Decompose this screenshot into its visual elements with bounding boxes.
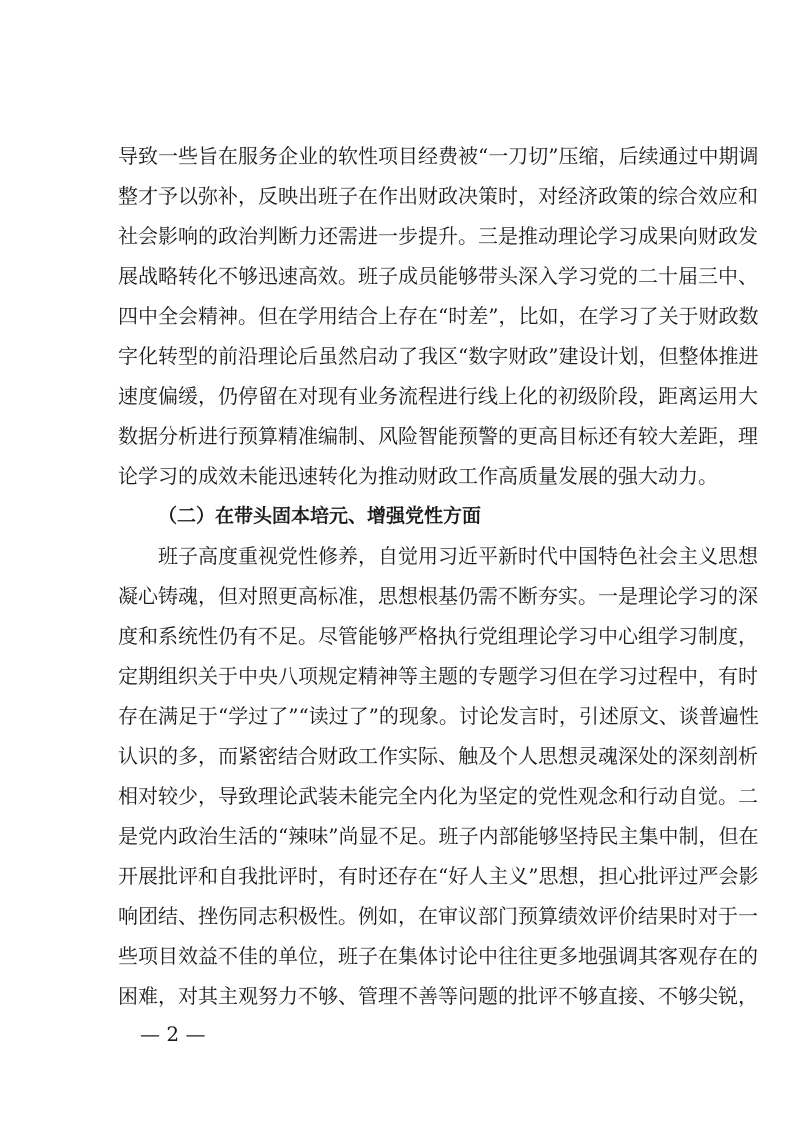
paragraph-2-line-5: 存在满足于“学过了”“读过了”的现象。讨论发言时，引述原文、谈普遍性	[118, 704, 759, 728]
section-heading: （二）在带头固本培元、增强党性方面	[158, 505, 482, 527]
paragraph-2-line-3: 度和系统性仍有不足。尽管能够严格执行党组理论学习中心组学习制度，	[118, 624, 758, 648]
paragraph-2-line-9: 开展批评和自我批评时，有时还存在“好人主义”思想，担心批评过严会影	[118, 864, 759, 888]
paragraph-1-line-2: 整才予以弥补，反映出班子在作出财政决策时，对经济政策的综合效应和	[118, 184, 758, 208]
paragraph-1-line-3: 社会影响的政治判断力还需进一步提升。三是推动理论学习成果向财政发	[118, 224, 758, 248]
paragraph-2-line-6: 认识的多，而紧密结合财政工作实际、触及个人思想灵魂深处的深刻剖析	[118, 744, 758, 768]
paragraph-2-line-8: 是党内政治生活的“辣味”尚显不足。班子内部能够坚持民主集中制，但在	[118, 824, 759, 848]
paragraph-2-line-11: 些项目效益不佳的单位，班子在集体讨论中往往更多地强调其客观存在的	[118, 944, 758, 968]
paragraph-2-line-12: 困难，对其主观努力不够、管理不善等问题的批评不够直接、不够尖锐，	[118, 984, 758, 1008]
paragraph-2-line-7: 相对较少，导致理论武装未能完全内化为坚定的党性观念和行动自觉。二	[118, 784, 758, 808]
paragraph-2-line-1: 班子高度重视党性修养，自觉用习近平新时代中国特色社会主义思想	[158, 544, 758, 568]
paragraph-1-line-1: 导致一些旨在服务企业的软性项目经费被“一刀切”压缩，后续通过中期调	[118, 144, 759, 168]
paragraph-2-line-4: 定期组织关于中央八项规定精神等主题的专题学习但在学习过程中，有时	[118, 664, 758, 688]
paragraph-2-line-10: 响团结、挫伤同志积极性。例如，在审议部门预算绩效评价结果时对于一	[118, 904, 758, 928]
paragraph-1-line-9: 论学习的成效未能迅速转化为推动财政工作高质量发展的强大动力。	[118, 464, 718, 488]
paragraph-2-line-2: 凝心铸魂，但对照更高标准，思想根基仍需不断夯实。一是理论学习的深	[118, 584, 758, 608]
paragraph-1-line-8: 数据分析进行预算精准编制、风险智能预警的更高目标还有较大差距，理	[118, 424, 758, 448]
paragraph-1-line-7: 速度偏缓，仍停留在对现有业务流程进行线上化的初级阶段，距离运用大	[118, 384, 758, 408]
paragraph-1-line-4: 展战略转化不够迅速高效。班子成员能够带头深入学习党的二十届三中、	[118, 264, 758, 288]
paragraph-1-line-5: 四中全会精神。但在学用结合上存在“时差”，比如，在学习了关于财政数	[118, 304, 759, 328]
page-number: — 2 —	[140, 1022, 206, 1046]
paragraph-1-line-6: 字化转型的前沿理论后虽然启动了我区“数字财政”建设计划，但整体推进	[118, 344, 759, 368]
